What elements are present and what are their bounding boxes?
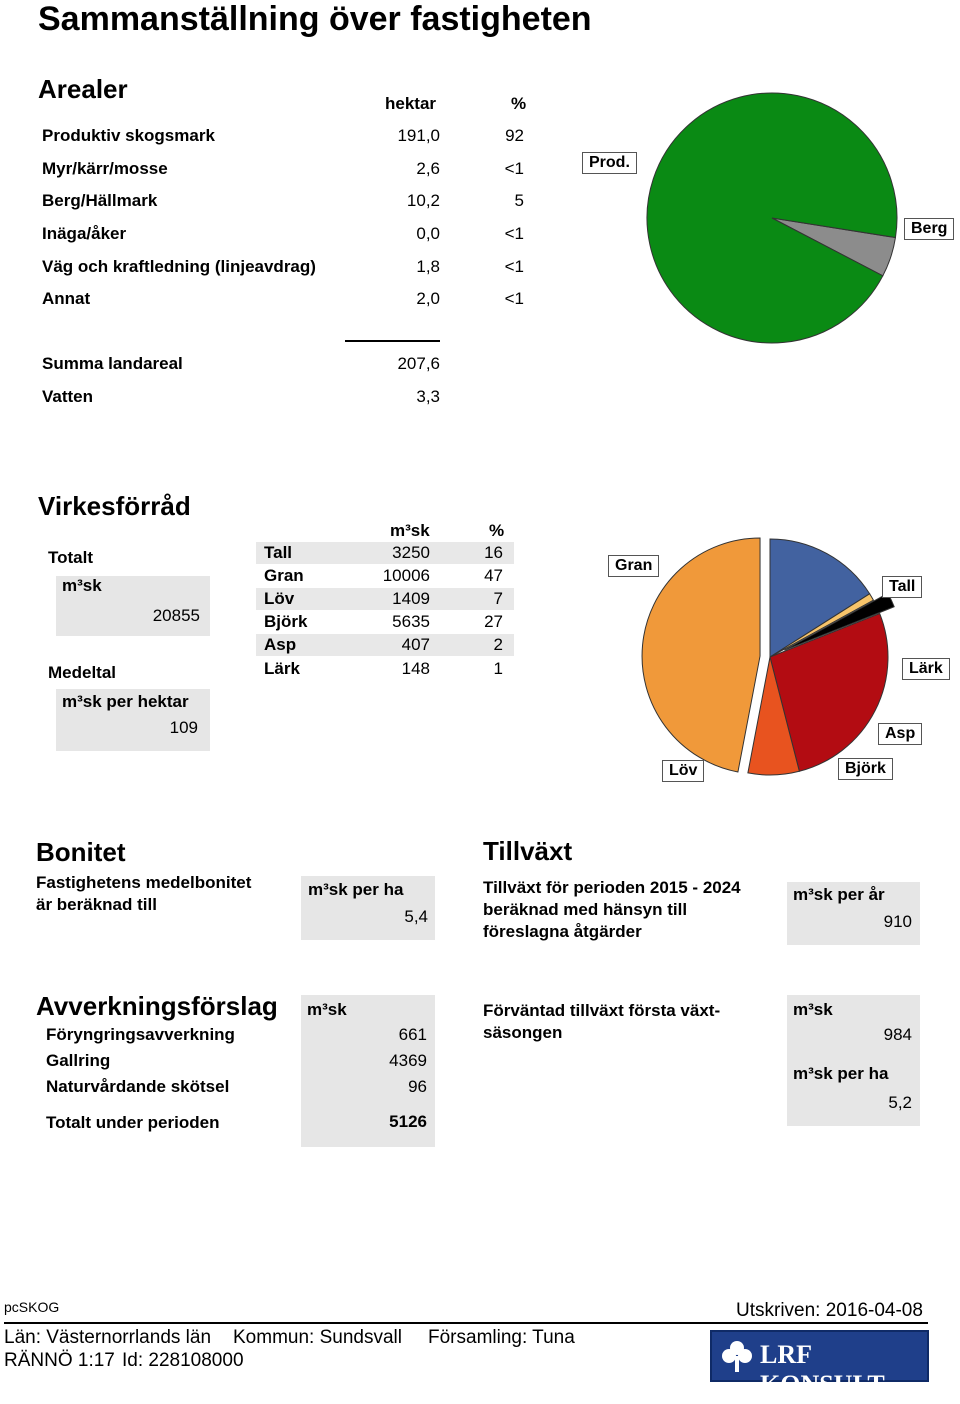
table-row-hektar: 2,6 (416, 159, 440, 178)
footer-utskriven: Utskriven: 2016-04-08 (736, 1300, 923, 1321)
table-row-pct: 5 (514, 191, 524, 210)
tillvaxt-text-1: Tillväxt för perioden 2015 - 2024 (483, 878, 741, 897)
table-row-label: Produktiv skogsmark (42, 126, 215, 145)
forvantad-text-1: Förväntad tillväxt första växt- (483, 1001, 721, 1020)
table-row-label: Annat (42, 289, 91, 308)
bonitet-value: 5,4 (404, 907, 428, 926)
bonitet-heading: Bonitet (36, 837, 126, 867)
table-row-label: Myr/kärr/mosse (42, 159, 168, 178)
tillvaxt-heading: Tillväxt (483, 836, 573, 866)
table-row-hektar: 0,0 (416, 224, 440, 243)
table-row-value: 661 (398, 1025, 427, 1044)
table-row-hektar: 191,0 (397, 126, 440, 145)
table-row-value: 4369 (389, 1051, 427, 1070)
table-row-pct: 1 (493, 659, 503, 678)
table-row-pct: 7 (493, 589, 503, 608)
table-row-label: Föryngringsavverkning (46, 1025, 235, 1044)
table-row-label: Löv (264, 589, 295, 608)
table-row-label: Berg/Hällmark (42, 191, 158, 210)
virkesforrad-heading: Virkesförråd (38, 491, 191, 521)
lrf-konsult-logo (710, 1330, 929, 1399)
table-row-m3sk: 3250 (392, 543, 430, 562)
table-row-pct: <1 (504, 289, 524, 308)
avverkning-unit: m³sk (307, 1000, 347, 1019)
table-row-hektar: 1,8 (416, 257, 440, 276)
table-row-label: Gran (264, 566, 304, 585)
pie-label-berg: Berg (904, 218, 954, 240)
pie-label-prod: Prod. (582, 152, 637, 174)
table-row-label: Tall (264, 543, 293, 562)
avverkning-heading: Avverkningsförslag (36, 991, 278, 1021)
footer-forsamling: Församling: Tuna (428, 1327, 575, 1348)
footer-kommun: Kommun: Sundsvall (233, 1327, 402, 1348)
footer-fastighet: RÄNNÖ 1:17 (4, 1350, 115, 1371)
forvantad-unit-1: m³sk (793, 1000, 833, 1019)
forvantad-value-2: 5,2 (888, 1093, 912, 1112)
footer-rule (4, 1322, 928, 1324)
clover-icon (720, 1339, 754, 1373)
tillvaxt-value: 910 (883, 912, 912, 931)
pie-label-bjork: Björk (838, 758, 893, 780)
pie-slice-gran (642, 538, 760, 772)
table-row-label: Väg och kraftledning (linjeavdrag) (42, 257, 316, 276)
summa-label: Summa landareal (42, 354, 183, 373)
table-row-m3sk: 1409 (392, 589, 430, 608)
arealer-heading: Arealer (38, 74, 128, 104)
table-row-label: Björk (264, 612, 308, 631)
footer-id: Id: 228108000 (122, 1350, 244, 1371)
tillvaxt-text-3: föreslagna åtgärder (483, 922, 642, 941)
pie-label-tall: Tall (882, 576, 922, 598)
table-row-pct: <1 (504, 159, 524, 178)
bonitet-text-2: är beräknad till (36, 895, 157, 914)
table-row-m3sk: 148 (401, 659, 430, 678)
table-row-label: Lärk (264, 659, 300, 678)
arealer-pie-chart (560, 60, 960, 350)
pie-label-lov: Löv (662, 760, 704, 782)
table-row-hektar: 2,0 (416, 289, 440, 308)
pie-label-lark: Lärk (902, 658, 950, 680)
vatten-label: Vatten (42, 387, 94, 406)
bonitet-unit: m³sk per ha (308, 880, 404, 899)
tillvaxt-unit: m³sk per år (793, 885, 885, 904)
forvantad-unit-2: m³sk per ha (793, 1064, 889, 1083)
arealer-col-hektar: hektar (385, 94, 437, 113)
arealer-col-pct: % (511, 94, 527, 113)
table-row-m3sk: 407 (401, 635, 430, 654)
table-row-pct: 2 (493, 635, 503, 654)
virke-col-pct: % (489, 521, 505, 540)
table-row-hektar: 10,2 (406, 191, 440, 210)
table-row-pct: 27 (484, 612, 503, 631)
page-title: Sammanställning över fastigheten (38, 0, 592, 38)
table-row-pct: <1 (504, 257, 524, 276)
medeltal-value: 109 (169, 718, 198, 737)
table-row-pct: 47 (484, 566, 503, 585)
table-row-label: Naturvårdande skötsel (46, 1077, 230, 1096)
medeltal-label: Medeltal (48, 663, 117, 682)
vatten-value: 3,3 (416, 387, 440, 406)
table-row-pct: 16 (484, 543, 503, 562)
table-row-label: Inäga/åker (42, 224, 127, 243)
footer-app-name: pcSKOG (4, 1299, 60, 1315)
virke-col-m3sk: m³sk (390, 521, 430, 540)
tillvaxt-text-2: beräknad med hänsyn till (483, 900, 688, 919)
totalt-value: 20855 (152, 606, 200, 625)
avverkning-total-value: 5126 (389, 1112, 427, 1131)
footer-lan: Län: Västernorrlands län (4, 1327, 212, 1348)
totalt-unit: m³sk (62, 576, 102, 595)
table-row-pct: 92 (505, 126, 524, 145)
pie-slice-prod (647, 93, 897, 343)
forvantad-text-2: säsongen (483, 1023, 563, 1042)
sum-divider (345, 340, 440, 342)
summa-value: 207,6 (397, 354, 440, 373)
table-row-value: 96 (408, 1077, 427, 1096)
table-row-label: Asp (264, 635, 297, 654)
table-row-pct: <1 (504, 224, 524, 243)
forvantad-value-1: 984 (883, 1025, 912, 1044)
medeltal-unit: m³sk per hektar (62, 692, 189, 711)
table-row-m3sk: 5635 (392, 612, 430, 631)
pie-label-gran: Gran (608, 555, 659, 577)
pie-label-asp: Asp (878, 723, 922, 745)
logo-text: LRF KONSULT (760, 1340, 885, 1399)
avverkning-total-label: Totalt under perioden (46, 1113, 220, 1132)
bonitet-text-1: Fastighetens medelbonitet (36, 873, 252, 892)
table-row-m3sk: 10006 (382, 566, 430, 585)
table-row-label: Gallring (46, 1051, 111, 1070)
totalt-label: Totalt (48, 548, 94, 567)
